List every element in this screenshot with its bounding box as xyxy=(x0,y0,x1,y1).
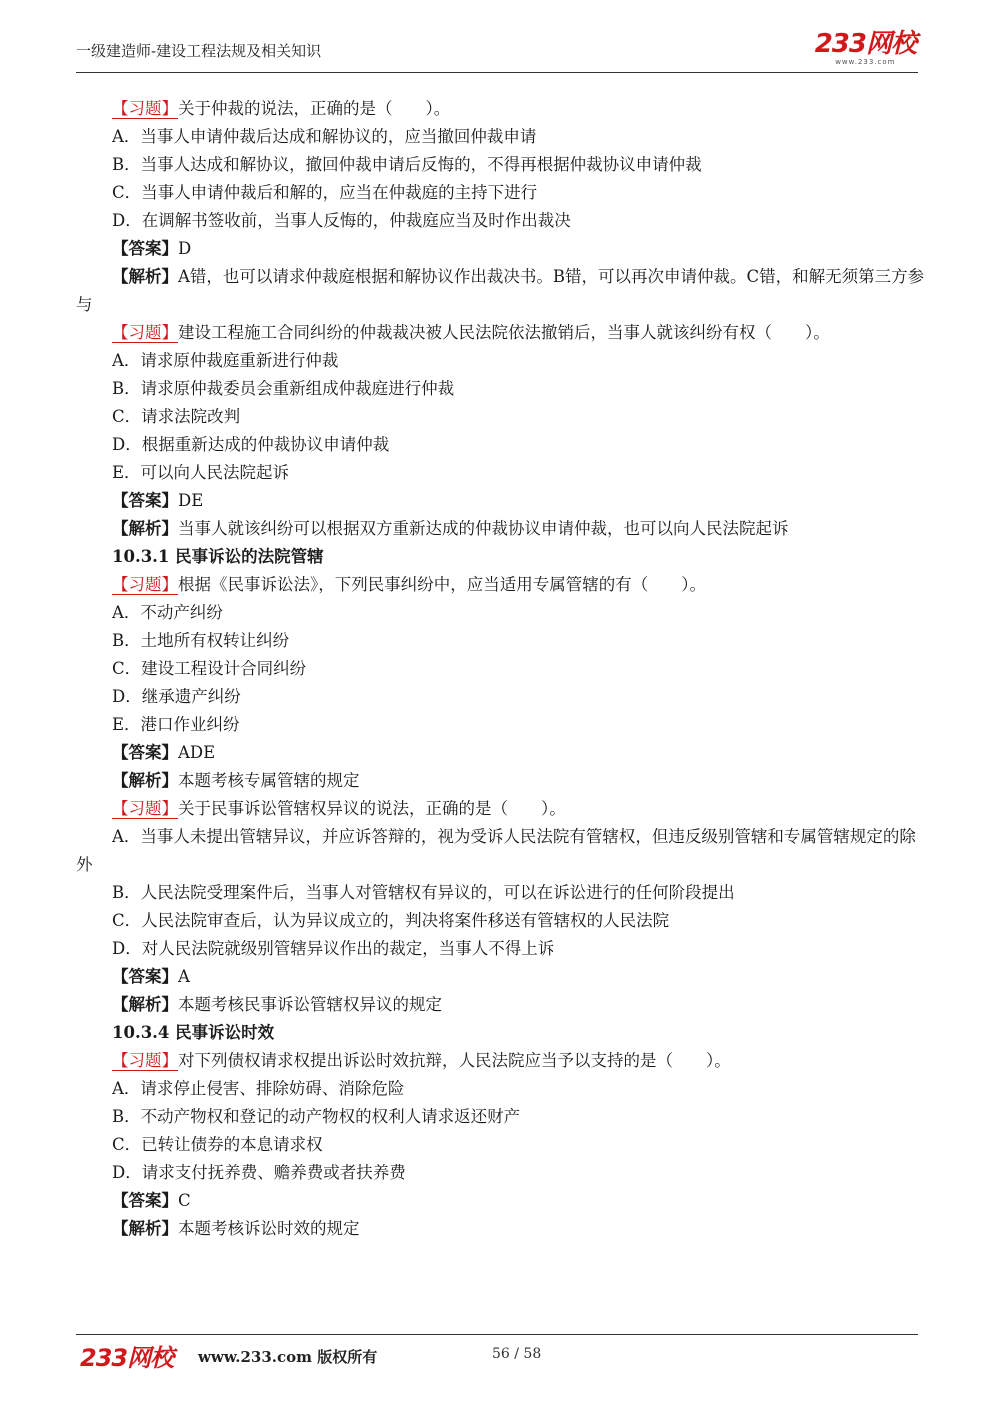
analysis-label: 【解析】 xyxy=(112,267,178,286)
analysis-text: 当事人就该纠纷可以根据双方重新达成的仲裁协议申请仲裁，也可以向人民法院起诉 xyxy=(178,519,789,538)
question-stem xyxy=(76,319,926,347)
header-divider xyxy=(76,72,918,73)
analysis-line xyxy=(76,515,926,543)
question-tag: 【习题】 xyxy=(112,799,178,818)
option-c: C．建设工程设计合同纠纷 xyxy=(112,659,307,678)
footer-logo: 233网校 xyxy=(80,1344,174,1372)
section-heading: 10.3.1 民事诉讼的法院管辖 xyxy=(112,547,324,566)
section-heading: 10.3.4 民事诉讼时效 xyxy=(112,1023,275,1042)
question-text: 根据《民事诉讼法》，下列民事纠纷中，应当适用专属管辖的有（ ）。 xyxy=(178,575,706,594)
analysis-line xyxy=(76,767,926,795)
answer-value: C xyxy=(178,1191,191,1210)
question-stem xyxy=(76,795,926,823)
question-stem xyxy=(76,1047,926,1075)
page-footer xyxy=(80,1336,920,1370)
analysis-label: 【解析】 xyxy=(112,1219,178,1238)
analysis-text: 本题考核民事诉讼管辖权异议的规定 xyxy=(178,995,442,1014)
answer-value: A xyxy=(178,967,190,986)
answer-label: 【答案】 xyxy=(112,743,178,762)
analysis-text: A错，也可以请求仲裁庭根据和解协议作出裁决书。B错，可以再次申请仲裁。C错，和解无须第三方参与 xyxy=(76,267,925,314)
option-a: A．请求停止侵害、排除妨碍、消除危险 xyxy=(112,1079,405,1098)
question-stem xyxy=(76,571,926,599)
answer-line xyxy=(76,235,926,263)
option-a: A．当事人未提出管辖异议，并应诉答辩的，视为受诉人民法院有管辖权，但违反级别管辖和专属管辖规定的除外 xyxy=(76,827,916,874)
option-d: D．根据重新达成的仲裁协议申请仲裁 xyxy=(112,435,390,454)
question-tag: 【习题】 xyxy=(112,1051,178,1070)
option-d: D．在调解书签收前，当事人反悔的，仲裁庭应当及时作出裁决 xyxy=(112,211,571,230)
option-c: C．请求法院改判 xyxy=(112,407,241,426)
analysis-line xyxy=(76,991,926,1019)
answer-label: 【答案】 xyxy=(112,239,178,258)
analysis-label: 【解析】 xyxy=(112,519,178,538)
question-text: 关于民事诉讼管辖权异议的说法，正确的是（ ）。 xyxy=(178,799,566,818)
page-header xyxy=(76,26,918,74)
page-content xyxy=(76,95,926,1243)
option-b: B．请求原仲裁委员会重新组成仲裁庭进行仲裁 xyxy=(112,379,455,398)
answer-label: 【答案】 xyxy=(112,967,178,986)
option-b: B．不动产物权和登记的动产物权的权利人请求返还财产 xyxy=(112,1107,521,1126)
question-text: 建设工程施工合同纠纷的仲裁裁决被人民法院依法撤销后，当事人就该纠纷有权（ ）。 xyxy=(178,323,830,342)
footer-divider xyxy=(76,1334,918,1335)
option-c: C．已转让债券的本息请求权 xyxy=(112,1135,323,1154)
option-d: D．对人民法院就级别管辖异议作出的裁定，当事人不得上诉 xyxy=(112,939,555,958)
option-e: E．可以向人民法院起诉 xyxy=(112,463,290,482)
analysis-line xyxy=(76,1215,926,1243)
analysis-text: 本题考核诉讼时效的规定 xyxy=(178,1219,360,1238)
question-text: 关于仲裁的说法，正确的是（ ）。 xyxy=(178,99,451,118)
question-text: 对下列债权请求权提出诉讼时效抗辩，人民法院应当予以支持的是（ ）。 xyxy=(178,1051,731,1070)
analysis-label: 【解析】 xyxy=(112,771,178,790)
brand-logo xyxy=(815,30,916,66)
analysis-line xyxy=(76,263,926,319)
option-b: B．当事人达成和解协议，撤回仲裁申请后反悔的，不得再根据仲裁协议申请仲裁 xyxy=(112,155,702,174)
option-c: C．当事人申请仲裁后和解的，应当在仲裁庭的主持下进行 xyxy=(112,183,538,202)
header-title: 一级建造师-建设工程法规及相关知识 xyxy=(76,42,322,60)
answer-value: DE xyxy=(178,491,204,510)
answer-label: 【答案】 xyxy=(112,1191,178,1210)
option-b: B．人民法院受理案件后，当事人对管辖权有异议的，可以在诉讼进行的任何阶段提出 xyxy=(112,883,735,902)
analysis-text: 本题考核专属管辖的规定 xyxy=(178,771,360,790)
option-a: A．当事人申请仲裁后达成和解协议的，应当撤回仲裁申请 xyxy=(112,127,537,146)
option-c: C．人民法院审查后，认为异议成立的，判决将案件移送有管辖权的人民法院 xyxy=(112,911,670,930)
footer-copyright: www.233.com 版权所有 xyxy=(198,1348,378,1366)
question-tag: 【习题】 xyxy=(112,575,178,594)
logo-text: 233网校 xyxy=(814,29,916,59)
analysis-label: 【解析】 xyxy=(112,995,178,1014)
answer-line xyxy=(76,1187,926,1215)
page-number: 56 / 58 xyxy=(492,1346,542,1362)
option-a: A．请求原仲裁庭重新进行仲裁 xyxy=(112,351,339,370)
answer-line xyxy=(76,487,926,515)
answer-value: D xyxy=(178,239,192,258)
option-b: B．土地所有权转让纠纷 xyxy=(112,631,290,650)
question-tag: 【习题】 xyxy=(112,323,178,342)
answer-line xyxy=(76,963,926,991)
question-tag: 【习题】 xyxy=(112,99,178,118)
logo-url: www.233.com xyxy=(835,58,896,66)
option-d: D．继承遗产纠纷 xyxy=(112,687,241,706)
answer-line xyxy=(76,739,926,767)
answer-value: ADE xyxy=(178,743,216,762)
option-e: E．港口作业纠纷 xyxy=(112,715,240,734)
option-d: D．请求支付抚养费、赡养费或者扶养费 xyxy=(112,1163,406,1182)
answer-label: 【答案】 xyxy=(112,491,178,510)
option-a: A．不动产纠纷 xyxy=(112,603,223,622)
question-stem xyxy=(76,95,926,123)
